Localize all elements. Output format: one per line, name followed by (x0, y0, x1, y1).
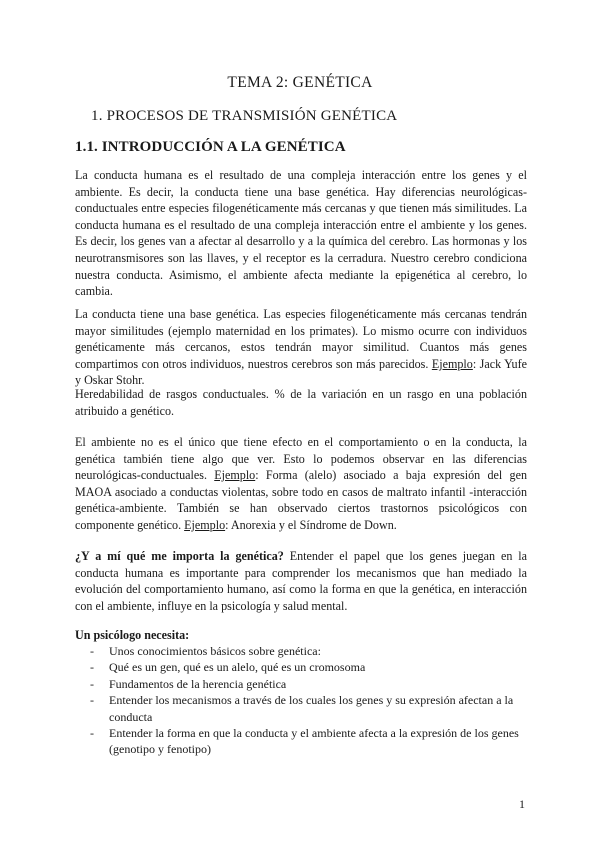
example-label: Ejemplo (214, 468, 256, 483)
paragraph-genetic-base (75, 306, 527, 389)
bold-question: ¿Y a mí qué me importa la genética? (75, 549, 284, 563)
paragraph-why-genetics (75, 548, 527, 614)
page-number: 1 (519, 797, 525, 811)
dash-bullet: - (90, 726, 94, 741)
list-item: - Unos conocimientos básicos sobre genética: (90, 644, 321, 658)
needs-list (90, 643, 530, 758)
dash-bullet: - (90, 660, 94, 675)
example-text: : Anorexia y el Síndrome de Down. (225, 517, 397, 532)
dash-bullet: - (90, 644, 94, 658)
list-item: - Entender los mecanismos a través de los cuales los genes y su expresión afectan a la conducta (90, 693, 514, 724)
example-label: Ejemplo (431, 356, 473, 371)
paragraph-intro: La conducta humana es el resultado de una compleja interacción entre los genes y el ambiente. Es decir, la conducta tiene una base genética. Hay diferencias neurológicas-conductuales entre especies filogenéticamente más cercanas y que tienen más similitudes. La conducta humana es el resultado de una compleja interacción entre el ambiente y los genes. Es decir, los genes van a afectar al desarrollo y a la química del cerebro. Las hormonas y los neurotransmisores son las llaves, y el receptor es la cerradura. Nuestro cerebro condiciona nuestra conducta. Asimismo, el ambiente afecta mediante la epigenética al cerebro, lo cambia. (75, 168, 527, 299)
section-heading: 1. PROCESOS DE TRANSMISIÓN GENÉTICA (91, 108, 398, 124)
list-item: - Fundamentos de la herencia genética (90, 676, 287, 691)
dash-bullet: - (90, 693, 94, 708)
list-item: - Entender la forma en que la conducta y el ambiente afecta a la expresión de los genes (genotipo y fenotipo) (90, 726, 519, 757)
subsection-heading: 1.1. INTRODUCCIÓN A LA GENÉTICA (75, 139, 346, 155)
list-item: - Qué es un gen, qué es un alelo, qué es un cromosoma (90, 660, 366, 675)
paragraph-heritability: Heredabilidad de rasgos conductuales. % de la variación en un rasgo en una población atribuido a genético. (75, 387, 527, 418)
list-title: Un psicólogo necesita: (75, 628, 190, 642)
dash-bullet: - (90, 676, 94, 691)
paragraph-text: Entender el papel que los genes juegan en la conducta humana es importante para comprender los mecanismos que han mediado la evolución del comportamiento humano, así como la forma en que la genética, en interacción con el ambiente, influye en la psicología y salud mental. (75, 549, 527, 613)
paragraph-environment (75, 434, 527, 534)
document-title: TEMA 2: GENÉTICA (227, 74, 373, 91)
paragraph-text: El ambiente no es el único que tiene efecto en el comportamiento o en la conducta, la genética también tiene algo que ver. Esto lo podemos observar en las diferencias neurológicas-conductuales. (75, 435, 527, 483)
paragraph-text: La conducta tiene una base genética. Las especies filogenéticamente más cercanas tendrán mayor similitudes (ejemplo maternidad en los primates). Lo mismo ocurre con individuos genéticamente más cercanos, estos tendrán mayor similitud. Cuantos más genes compartimos con otros individuos, nuestros cerebros son más parecidos. (75, 307, 527, 371)
example-text: : Forma (alelo) asociado a baja expresión del gen MAOA asociado a conductas violentas, sobre todo en casos de maltrato infantil -interacción genética-ambiente. También se han observado ciertos trastornos psicológicos con componente genético. (75, 468, 527, 532)
example-label: Ejemplo (184, 517, 226, 532)
example-text: : Jack Yufe y Oskar Stohr. (75, 356, 527, 388)
